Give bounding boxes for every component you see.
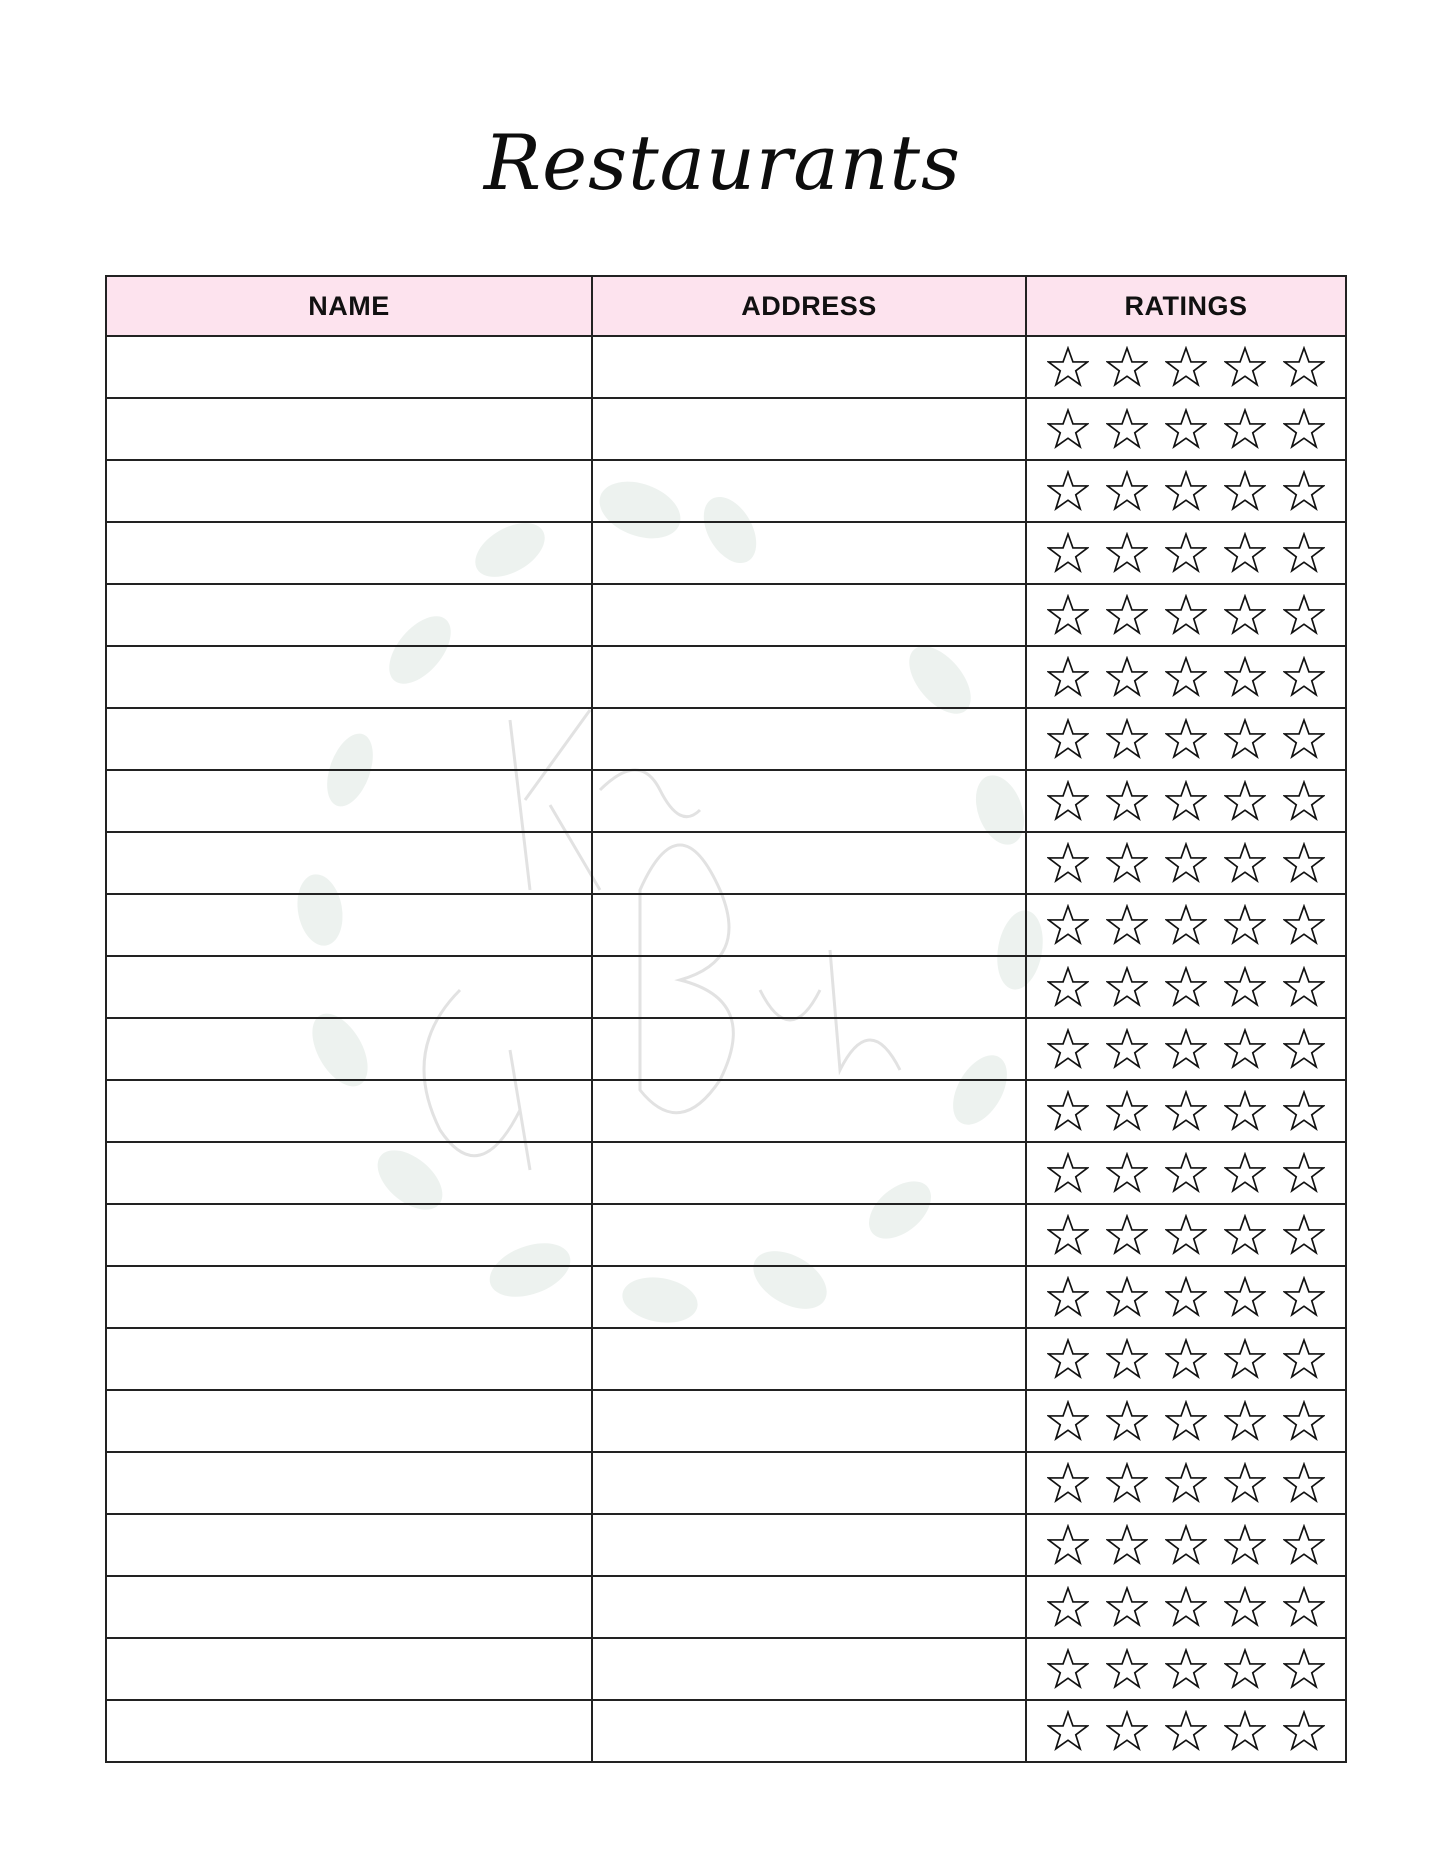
ratings-cell [1026, 336, 1346, 398]
star-outline-icon[interactable] [1047, 408, 1089, 450]
star-outline-icon[interactable] [1047, 780, 1089, 822]
address-cell[interactable] [592, 584, 1026, 646]
star-outline-icon[interactable] [1224, 1276, 1266, 1318]
star-outline-icon[interactable] [1283, 904, 1325, 946]
name-cell[interactable] [106, 1204, 592, 1266]
star-outline-icon[interactable] [1283, 470, 1325, 512]
star-outline-icon[interactable] [1224, 1400, 1266, 1442]
name-cell[interactable] [106, 522, 592, 584]
name-cell[interactable] [106, 460, 592, 522]
table-row [106, 460, 1346, 522]
star-outline-icon[interactable] [1224, 1028, 1266, 1070]
star-rating [1027, 895, 1345, 955]
star-outline-icon[interactable] [1106, 346, 1148, 388]
address-cell[interactable] [592, 1266, 1026, 1328]
star-outline-icon[interactable] [1047, 1276, 1089, 1318]
address-cell[interactable] [592, 894, 1026, 956]
star-outline-icon[interactable] [1106, 780, 1148, 822]
star-outline-icon[interactable] [1283, 718, 1325, 760]
star-rating [1027, 1081, 1345, 1141]
star-outline-icon[interactable] [1165, 1586, 1207, 1628]
star-outline-icon[interactable] [1165, 532, 1207, 574]
table-row [106, 1700, 1346, 1762]
star-outline-icon[interactable] [1283, 408, 1325, 450]
address-cell[interactable] [592, 1204, 1026, 1266]
star-outline-icon[interactable] [1047, 1400, 1089, 1442]
star-outline-icon[interactable] [1283, 346, 1325, 388]
ratings-cell [1026, 646, 1346, 708]
star-outline-icon[interactable] [1224, 1152, 1266, 1194]
star-outline-icon[interactable] [1165, 1028, 1207, 1070]
table-row [106, 398, 1346, 460]
star-outline-icon[interactable] [1047, 532, 1089, 574]
address-cell[interactable] [592, 522, 1026, 584]
star-rating [1027, 1577, 1345, 1637]
star-rating [1027, 833, 1345, 893]
ratings-cell [1026, 894, 1346, 956]
ratings-cell [1026, 708, 1346, 770]
star-outline-icon[interactable] [1047, 842, 1089, 884]
star-outline-icon[interactable] [1283, 1338, 1325, 1380]
address-cell[interactable] [592, 832, 1026, 894]
star-outline-icon[interactable] [1224, 1586, 1266, 1628]
name-cell[interactable] [106, 770, 592, 832]
star-outline-icon[interactable] [1047, 1152, 1089, 1194]
table-row [106, 1390, 1346, 1452]
ratings-cell [1026, 1142, 1346, 1204]
star-outline-icon[interactable] [1224, 408, 1266, 450]
address-cell[interactable] [592, 708, 1026, 770]
name-cell[interactable] [106, 1390, 592, 1452]
address-cell[interactable] [592, 1576, 1026, 1638]
ratings-cell [1026, 460, 1346, 522]
address-cell[interactable] [592, 646, 1026, 708]
star-rating [1027, 399, 1345, 459]
address-cell[interactable] [592, 1452, 1026, 1514]
star-outline-icon[interactable] [1283, 1648, 1325, 1690]
star-rating [1027, 337, 1345, 397]
star-outline-icon[interactable] [1165, 1400, 1207, 1442]
star-outline-icon[interactable] [1165, 656, 1207, 698]
star-outline-icon[interactable] [1047, 1214, 1089, 1256]
star-outline-icon[interactable] [1165, 718, 1207, 760]
star-outline-icon[interactable] [1106, 1090, 1148, 1132]
star-outline-icon[interactable] [1047, 1338, 1089, 1380]
table-row [106, 1142, 1346, 1204]
star-outline-icon[interactable] [1047, 1090, 1089, 1132]
star-outline-icon[interactable] [1106, 1276, 1148, 1318]
name-cell[interactable] [106, 1638, 592, 1700]
address-cell[interactable] [592, 336, 1026, 398]
table-row [106, 522, 1346, 584]
ratings-cell [1026, 398, 1346, 460]
star-outline-icon[interactable] [1165, 1524, 1207, 1566]
star-rating [1027, 1329, 1345, 1389]
name-cell[interactable] [106, 1142, 592, 1204]
name-cell[interactable] [106, 1452, 592, 1514]
star-outline-icon[interactable] [1106, 656, 1148, 698]
table-row [106, 1576, 1346, 1638]
ratings-cell [1026, 770, 1346, 832]
star-outline-icon[interactable] [1047, 1710, 1089, 1752]
star-outline-icon[interactable] [1224, 1090, 1266, 1132]
star-outline-icon[interactable] [1283, 1586, 1325, 1628]
ratings-cell [1026, 1514, 1346, 1576]
star-outline-icon[interactable] [1165, 1276, 1207, 1318]
star-outline-icon[interactable] [1047, 346, 1089, 388]
name-cell[interactable] [106, 336, 592, 398]
star-outline-icon[interactable] [1165, 1090, 1207, 1132]
star-outline-icon[interactable] [1224, 1214, 1266, 1256]
table-row [106, 1018, 1346, 1080]
star-outline-icon[interactable] [1165, 1648, 1207, 1690]
star-outline-icon[interactable] [1224, 1524, 1266, 1566]
star-outline-icon[interactable] [1106, 966, 1148, 1008]
star-outline-icon[interactable] [1283, 594, 1325, 636]
star-outline-icon[interactable] [1106, 532, 1148, 574]
star-outline-icon[interactable] [1283, 966, 1325, 1008]
address-cell[interactable] [592, 1638, 1026, 1700]
star-outline-icon[interactable] [1106, 1152, 1148, 1194]
star-outline-icon[interactable] [1165, 1152, 1207, 1194]
table-row [106, 1452, 1346, 1514]
table-row [106, 770, 1346, 832]
name-cell[interactable] [106, 584, 592, 646]
star-outline-icon[interactable] [1283, 1090, 1325, 1132]
star-outline-icon[interactable] [1106, 470, 1148, 512]
star-outline-icon[interactable] [1224, 1648, 1266, 1690]
name-cell[interactable] [106, 398, 592, 460]
ratings-cell [1026, 832, 1346, 894]
name-cell[interactable] [106, 1018, 592, 1080]
address-cell[interactable] [592, 1328, 1026, 1390]
star-outline-icon[interactable] [1283, 1276, 1325, 1318]
star-outline-icon[interactable] [1224, 346, 1266, 388]
star-rating [1027, 1701, 1345, 1761]
star-outline-icon[interactable] [1165, 780, 1207, 822]
ratings-cell [1026, 1576, 1346, 1638]
star-rating [1027, 957, 1345, 1017]
star-outline-icon[interactable] [1047, 1648, 1089, 1690]
name-cell[interactable] [106, 1266, 592, 1328]
star-outline-icon[interactable] [1106, 1462, 1148, 1504]
ratings-cell [1026, 956, 1346, 1018]
table-row [106, 1266, 1346, 1328]
address-cell[interactable] [592, 1080, 1026, 1142]
ratings-cell [1026, 1266, 1346, 1328]
star-outline-icon[interactable] [1224, 904, 1266, 946]
star-outline-icon[interactable] [1106, 1524, 1148, 1566]
star-outline-icon[interactable] [1165, 1214, 1207, 1256]
address-cell[interactable] [592, 770, 1026, 832]
table-row [106, 708, 1346, 770]
table-row [106, 832, 1346, 894]
address-cell[interactable] [592, 956, 1026, 1018]
star-outline-icon[interactable] [1165, 470, 1207, 512]
star-outline-icon[interactable] [1224, 1338, 1266, 1380]
address-cell[interactable] [592, 1514, 1026, 1576]
star-outline-icon[interactable] [1047, 594, 1089, 636]
star-outline-icon[interactable] [1106, 1028, 1148, 1070]
star-outline-icon[interactable] [1224, 718, 1266, 760]
star-rating [1027, 523, 1345, 583]
star-rating [1027, 1143, 1345, 1203]
name-cell[interactable] [106, 1328, 592, 1390]
name-cell[interactable] [106, 646, 592, 708]
star-outline-icon[interactable] [1106, 1400, 1148, 1442]
table-row [106, 1638, 1346, 1700]
table-row [106, 1328, 1346, 1390]
star-outline-icon[interactable] [1224, 532, 1266, 574]
star-outline-icon[interactable] [1047, 1028, 1089, 1070]
star-rating [1027, 1453, 1345, 1513]
table-row [106, 894, 1346, 956]
star-outline-icon[interactable] [1047, 1524, 1089, 1566]
star-rating [1027, 709, 1345, 769]
name-cell[interactable] [106, 1700, 592, 1762]
star-outline-icon[interactable] [1165, 346, 1207, 388]
ratings-cell [1026, 1700, 1346, 1762]
address-cell[interactable] [592, 1018, 1026, 1080]
star-outline-icon[interactable] [1283, 656, 1325, 698]
ratings-cell [1026, 1328, 1346, 1390]
star-outline-icon[interactable] [1283, 1152, 1325, 1194]
star-outline-icon[interactable] [1283, 1400, 1325, 1442]
star-outline-icon[interactable] [1106, 1214, 1148, 1256]
star-rating [1027, 585, 1345, 645]
star-outline-icon[interactable] [1106, 1648, 1148, 1690]
star-outline-icon[interactable] [1165, 966, 1207, 1008]
star-outline-icon[interactable] [1165, 1338, 1207, 1380]
star-outline-icon[interactable] [1106, 408, 1148, 450]
star-rating [1027, 1205, 1345, 1265]
name-cell[interactable] [106, 708, 592, 770]
star-outline-icon[interactable] [1106, 718, 1148, 760]
star-outline-icon[interactable] [1047, 718, 1089, 760]
address-cell[interactable] [592, 1390, 1026, 1452]
star-outline-icon[interactable] [1224, 594, 1266, 636]
table-row [106, 584, 1346, 646]
name-cell[interactable] [106, 1080, 592, 1142]
table-body [106, 336, 1346, 1762]
name-cell[interactable] [106, 1576, 592, 1638]
ratings-cell [1026, 1018, 1346, 1080]
star-rating [1027, 771, 1345, 831]
name-column-header: NAME [106, 276, 592, 336]
restaurant-table [105, 275, 1347, 1763]
ratings-cell [1026, 1452, 1346, 1514]
star-outline-icon[interactable] [1165, 904, 1207, 946]
name-cell[interactable] [106, 956, 592, 1018]
star-outline-icon[interactable] [1047, 904, 1089, 946]
star-outline-icon[interactable] [1283, 1462, 1325, 1504]
star-outline-icon[interactable] [1106, 1710, 1148, 1752]
star-outline-icon[interactable] [1047, 656, 1089, 698]
star-outline-icon[interactable] [1165, 408, 1207, 450]
ratings-cell [1026, 1080, 1346, 1142]
ratings-cell [1026, 1204, 1346, 1266]
star-outline-icon[interactable] [1283, 1710, 1325, 1752]
star-outline-icon[interactable] [1283, 1028, 1325, 1070]
ratings-cell [1026, 584, 1346, 646]
star-outline-icon[interactable] [1224, 470, 1266, 512]
address-column-header: ADDRESS [592, 276, 1026, 336]
star-outline-icon[interactable] [1224, 842, 1266, 884]
table-row [106, 1080, 1346, 1142]
star-outline-icon[interactable] [1165, 1710, 1207, 1752]
star-outline-icon[interactable] [1224, 780, 1266, 822]
name-cell[interactable] [106, 894, 592, 956]
table-row [106, 1204, 1346, 1266]
star-outline-icon[interactable] [1165, 842, 1207, 884]
star-rating [1027, 1515, 1345, 1575]
star-outline-icon[interactable] [1106, 904, 1148, 946]
table-row [106, 646, 1346, 708]
table-row [106, 1514, 1346, 1576]
ratings-cell [1026, 1390, 1346, 1452]
ratings-column-header: RATINGS [1026, 276, 1346, 336]
star-outline-icon[interactable] [1283, 532, 1325, 574]
star-rating [1027, 461, 1345, 521]
star-outline-icon[interactable] [1106, 1586, 1148, 1628]
ratings-cell [1026, 1638, 1346, 1700]
star-outline-icon[interactable] [1283, 1524, 1325, 1566]
star-outline-icon[interactable] [1106, 1338, 1148, 1380]
address-cell[interactable] [592, 460, 1026, 522]
star-outline-icon[interactable] [1224, 966, 1266, 1008]
star-outline-icon[interactable] [1224, 1710, 1266, 1752]
table-row [106, 336, 1346, 398]
address-cell[interactable] [592, 398, 1026, 460]
name-cell[interactable] [106, 1514, 592, 1576]
star-outline-icon[interactable] [1106, 842, 1148, 884]
star-outline-icon[interactable] [1047, 966, 1089, 1008]
star-outline-icon[interactable] [1283, 1214, 1325, 1256]
star-rating [1027, 1391, 1345, 1451]
page-title: Restaurants [483, 118, 962, 207]
star-rating [1027, 1019, 1345, 1079]
star-outline-icon[interactable] [1106, 594, 1148, 636]
ratings-cell [1026, 522, 1346, 584]
star-outline-icon[interactable] [1047, 1462, 1089, 1504]
star-outline-icon[interactable] [1165, 1462, 1207, 1504]
header-row [106, 276, 1346, 336]
star-rating [1027, 647, 1345, 707]
star-outline-icon[interactable] [1224, 1462, 1266, 1504]
star-rating [1027, 1267, 1345, 1327]
star-outline-icon[interactable] [1047, 470, 1089, 512]
address-cell[interactable] [592, 1700, 1026, 1762]
star-rating [1027, 1639, 1345, 1699]
star-outline-icon[interactable] [1224, 656, 1266, 698]
address-cell[interactable] [592, 1142, 1026, 1204]
table-row [106, 956, 1346, 1018]
star-outline-icon[interactable] [1047, 1586, 1089, 1628]
star-outline-icon[interactable] [1283, 842, 1325, 884]
name-cell[interactable] [106, 832, 592, 894]
star-outline-icon[interactable] [1283, 780, 1325, 822]
star-outline-icon[interactable] [1165, 594, 1207, 636]
